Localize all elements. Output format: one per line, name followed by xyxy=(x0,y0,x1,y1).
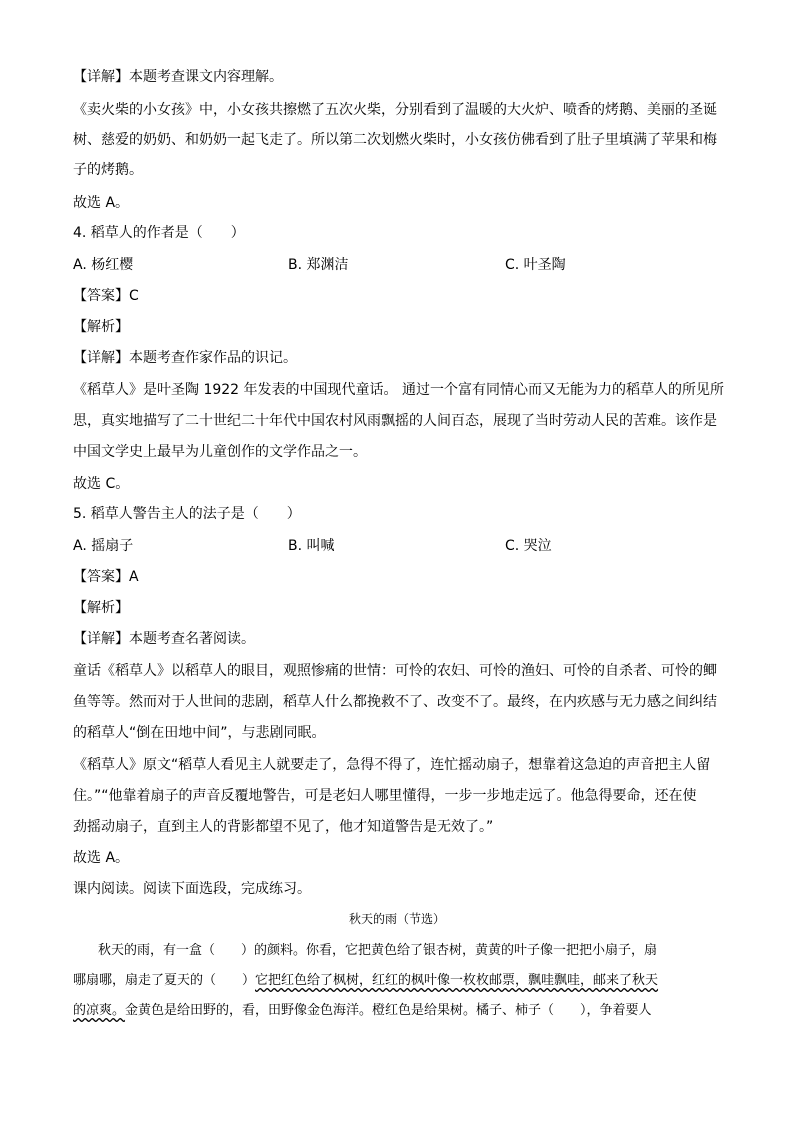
q4-option-b: B. 郑渊洁 xyxy=(288,257,349,273)
q5-explanation-line-6: 劲摇动扇子，直到主人的背影都望不见了，他才知道警告是无效了。” xyxy=(73,819,494,835)
q3-explanation-line-2: 树、慈爱的奶奶、和奶奶一起飞走了。所以第二次划燃火柴时，小女孩仿佛看到了肚子里填满了苹果和梅 xyxy=(73,132,717,148)
passage-line-2 xyxy=(73,970,658,992)
q4-explanation-line-2: 思，真实地描写了二十世纪二十年代中国农村风雨飘摇的人间百态，展现了当时劳动人民的苦难。该作是 xyxy=(73,413,717,429)
passage-title: 秋天的雨（节选） xyxy=(348,912,445,926)
q5-analysis-label: 【解析】 xyxy=(73,600,129,616)
q5-choice: 故选 A。 xyxy=(73,850,130,866)
q3-explanation-line-1: 《卖火柴的小女孩》中，小女孩共擦燃了五次火柴，分别看到了温暖的大火炉、喷香的烤鹅、美丽的圣诞 xyxy=(73,102,717,118)
q5-explanation-line-5: 住。”“他靠着扇子的声音反覆地警告，可是老妇人哪里懂得，一步一步地走远了。他急得要命，还在使 xyxy=(73,788,697,804)
q4-choice: 故选 C。 xyxy=(73,476,130,492)
passage-line-2-underlined: 它把红色给了枫树，红红的枫叶像一枚枚邮票，飘哇飘哇，邮来了秋天 xyxy=(255,973,659,988)
q5-detail: 【详解】本题考查名著阅读。 xyxy=(73,631,255,647)
q4-analysis-label: 【解析】 xyxy=(73,319,129,335)
q4-detail: 【详解】本题考查作家作品的识记。 xyxy=(73,350,297,366)
q5-explanation-line-1: 童话《稻草人》以稻草人的眼目，观照惨痛的世情：可怜的农妇、可怜的渔妇、可怜的自杀者、可怜的鲫 xyxy=(73,663,717,679)
q3-choice: 故选 A。 xyxy=(73,195,130,211)
passage-line-3 xyxy=(73,1000,652,1022)
passage-line-2-plain: 哪扇哪，扇走了夏天的（ ） xyxy=(73,973,256,988)
q5-option-c: C. 哭泣 xyxy=(505,538,552,554)
q4-option-c: C. 叶圣陶 xyxy=(505,257,566,273)
passage-line-1: 秋天的雨，有一盒（ ）的颜料。你看，它把黄色给了银杏树，黄黄的叶子像一把把小扇子，扇 xyxy=(98,943,658,958)
q4-explanation-line-3: 中国文学史上最早为儿童创作的文学作品之一。 xyxy=(73,444,367,460)
q5-explanation-line-4: 《稻草人》原文“稻草人看见主人就要走了，急得不得了，连忙摇动扇子，想靠着这急迫的声音把主人留 xyxy=(73,757,711,773)
q3-detail: 【详解】本题考查课文内容理解。 xyxy=(73,69,283,85)
q4-answer: 【答案】C xyxy=(73,288,139,304)
q5-explanation-line-2: 鱼等等。然而对于人世间的悲剧，稻草人什么都挽救不了、改变不了。最终，在内疚感与无力感之间纠结 xyxy=(73,694,717,710)
q5-option-b: B. 叫喊 xyxy=(288,538,335,554)
reading-intro: 课内阅读。阅读下面选段，完成练习。 xyxy=(73,881,311,897)
q4-explanation-line-1: 《稻草人》是叶圣陶 1922 年发表的中国现代童话。 通过一个富有同情心而又无能为力的稻草人的所见所 xyxy=(73,382,724,398)
q4-stem: 4. 稻草人的作者是（ ） xyxy=(73,225,245,241)
passage-line-3-underlined: 的凉爽。 xyxy=(73,1003,126,1018)
q5-answer: 【答案】A xyxy=(73,569,139,585)
q5-explanation-line-3: 的稻草人“倒在田地中间”，与悲剧同眠。 xyxy=(73,725,326,741)
q4-option-a: A. 杨红樱 xyxy=(73,257,134,273)
q3-explanation-line-3: 子的烤鹅。 xyxy=(73,162,143,178)
passage-line-3-plain: 金黄色是给田野的，看，田野像金色海洋。橙红色是给果树。橘子、柿子（ ），争着要人 xyxy=(125,1003,652,1018)
q5-stem: 5. 稻草人警告主人的法子是（ ） xyxy=(73,506,301,522)
q5-option-a: A. 摇扇子 xyxy=(73,538,134,554)
